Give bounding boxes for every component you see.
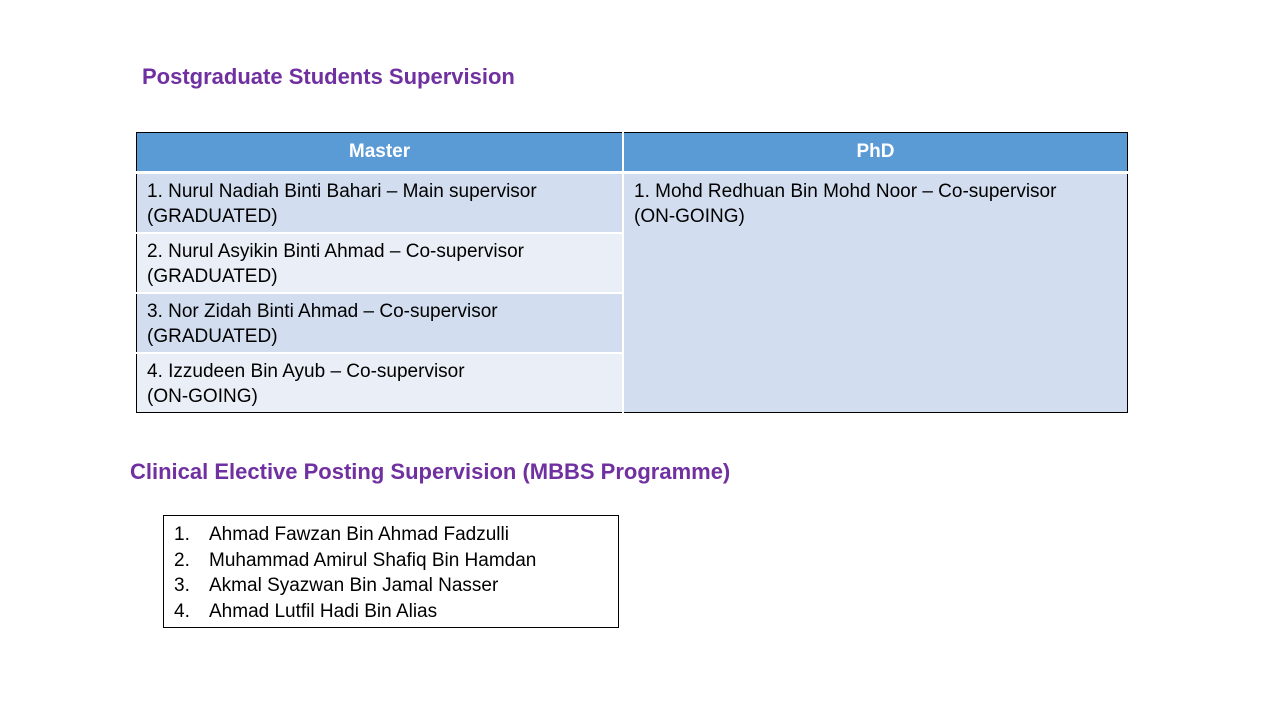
item-name: Ahmad Lutfil Hadi Bin Alias — [209, 600, 438, 622]
item-name: Akmal Syazwan Bin Jamal Nasser — [209, 575, 499, 596]
student-status: (ON-GOING) — [147, 386, 258, 407]
list-item — [174, 548, 618, 574]
supervision-table — [136, 132, 1128, 413]
phd-column-header: PhD — [623, 133, 1128, 173]
student-text: 2. Nurul Asyikin Binti Ahmad – Co-supervisor — [147, 241, 524, 262]
master-student-4 — [137, 353, 624, 413]
item-number: 2. — [174, 549, 190, 571]
master-student-1 — [137, 173, 624, 234]
list-item — [174, 522, 618, 548]
item-number: 1. — [174, 524, 190, 545]
master-student-2 — [137, 233, 624, 293]
item-name: Muhammad Amirul Shafiq Bin Hamdan — [209, 549, 537, 571]
student-status: (GRADUATED) — [147, 266, 278, 287]
item-number: 4. — [174, 600, 190, 622]
postgraduate-heading: Postgraduate Students Supervision — [142, 64, 515, 89]
item-number: 3. — [174, 575, 190, 596]
master-column-header: Master — [137, 133, 624, 173]
table-row — [137, 173, 1128, 234]
item-name: Ahmad Fawzan Bin Ahmad Fadzulli — [209, 524, 509, 545]
student-status: (ON-GOING) — [634, 206, 745, 227]
student-text: 3. Nor Zidah Binti Ahmad – Co-supervisor — [147, 301, 498, 322]
student-text: 4. Izzudeen Bin Ayub – Co-supervisor — [147, 361, 465, 382]
list-item — [174, 599, 618, 625]
master-student-3 — [137, 293, 624, 353]
table-header-row — [137, 133, 1128, 173]
elective-students-box — [163, 515, 619, 628]
student-text: 1. Mohd Redhuan Bin Mohd Noor – Co-supervisor — [634, 181, 1057, 202]
student-status: (GRADUATED) — [147, 326, 278, 347]
student-status: (GRADUATED) — [147, 206, 278, 227]
list-item — [174, 573, 618, 599]
phd-student-1 — [623, 173, 1128, 413]
clinical-elective-heading: Clinical Elective Posting Supervision (MBBS Programme) — [130, 459, 731, 484]
student-text: 1. Nurul Nadiah Binti Bahari – Main supervisor — [147, 181, 537, 202]
elective-students-list — [174, 522, 618, 624]
